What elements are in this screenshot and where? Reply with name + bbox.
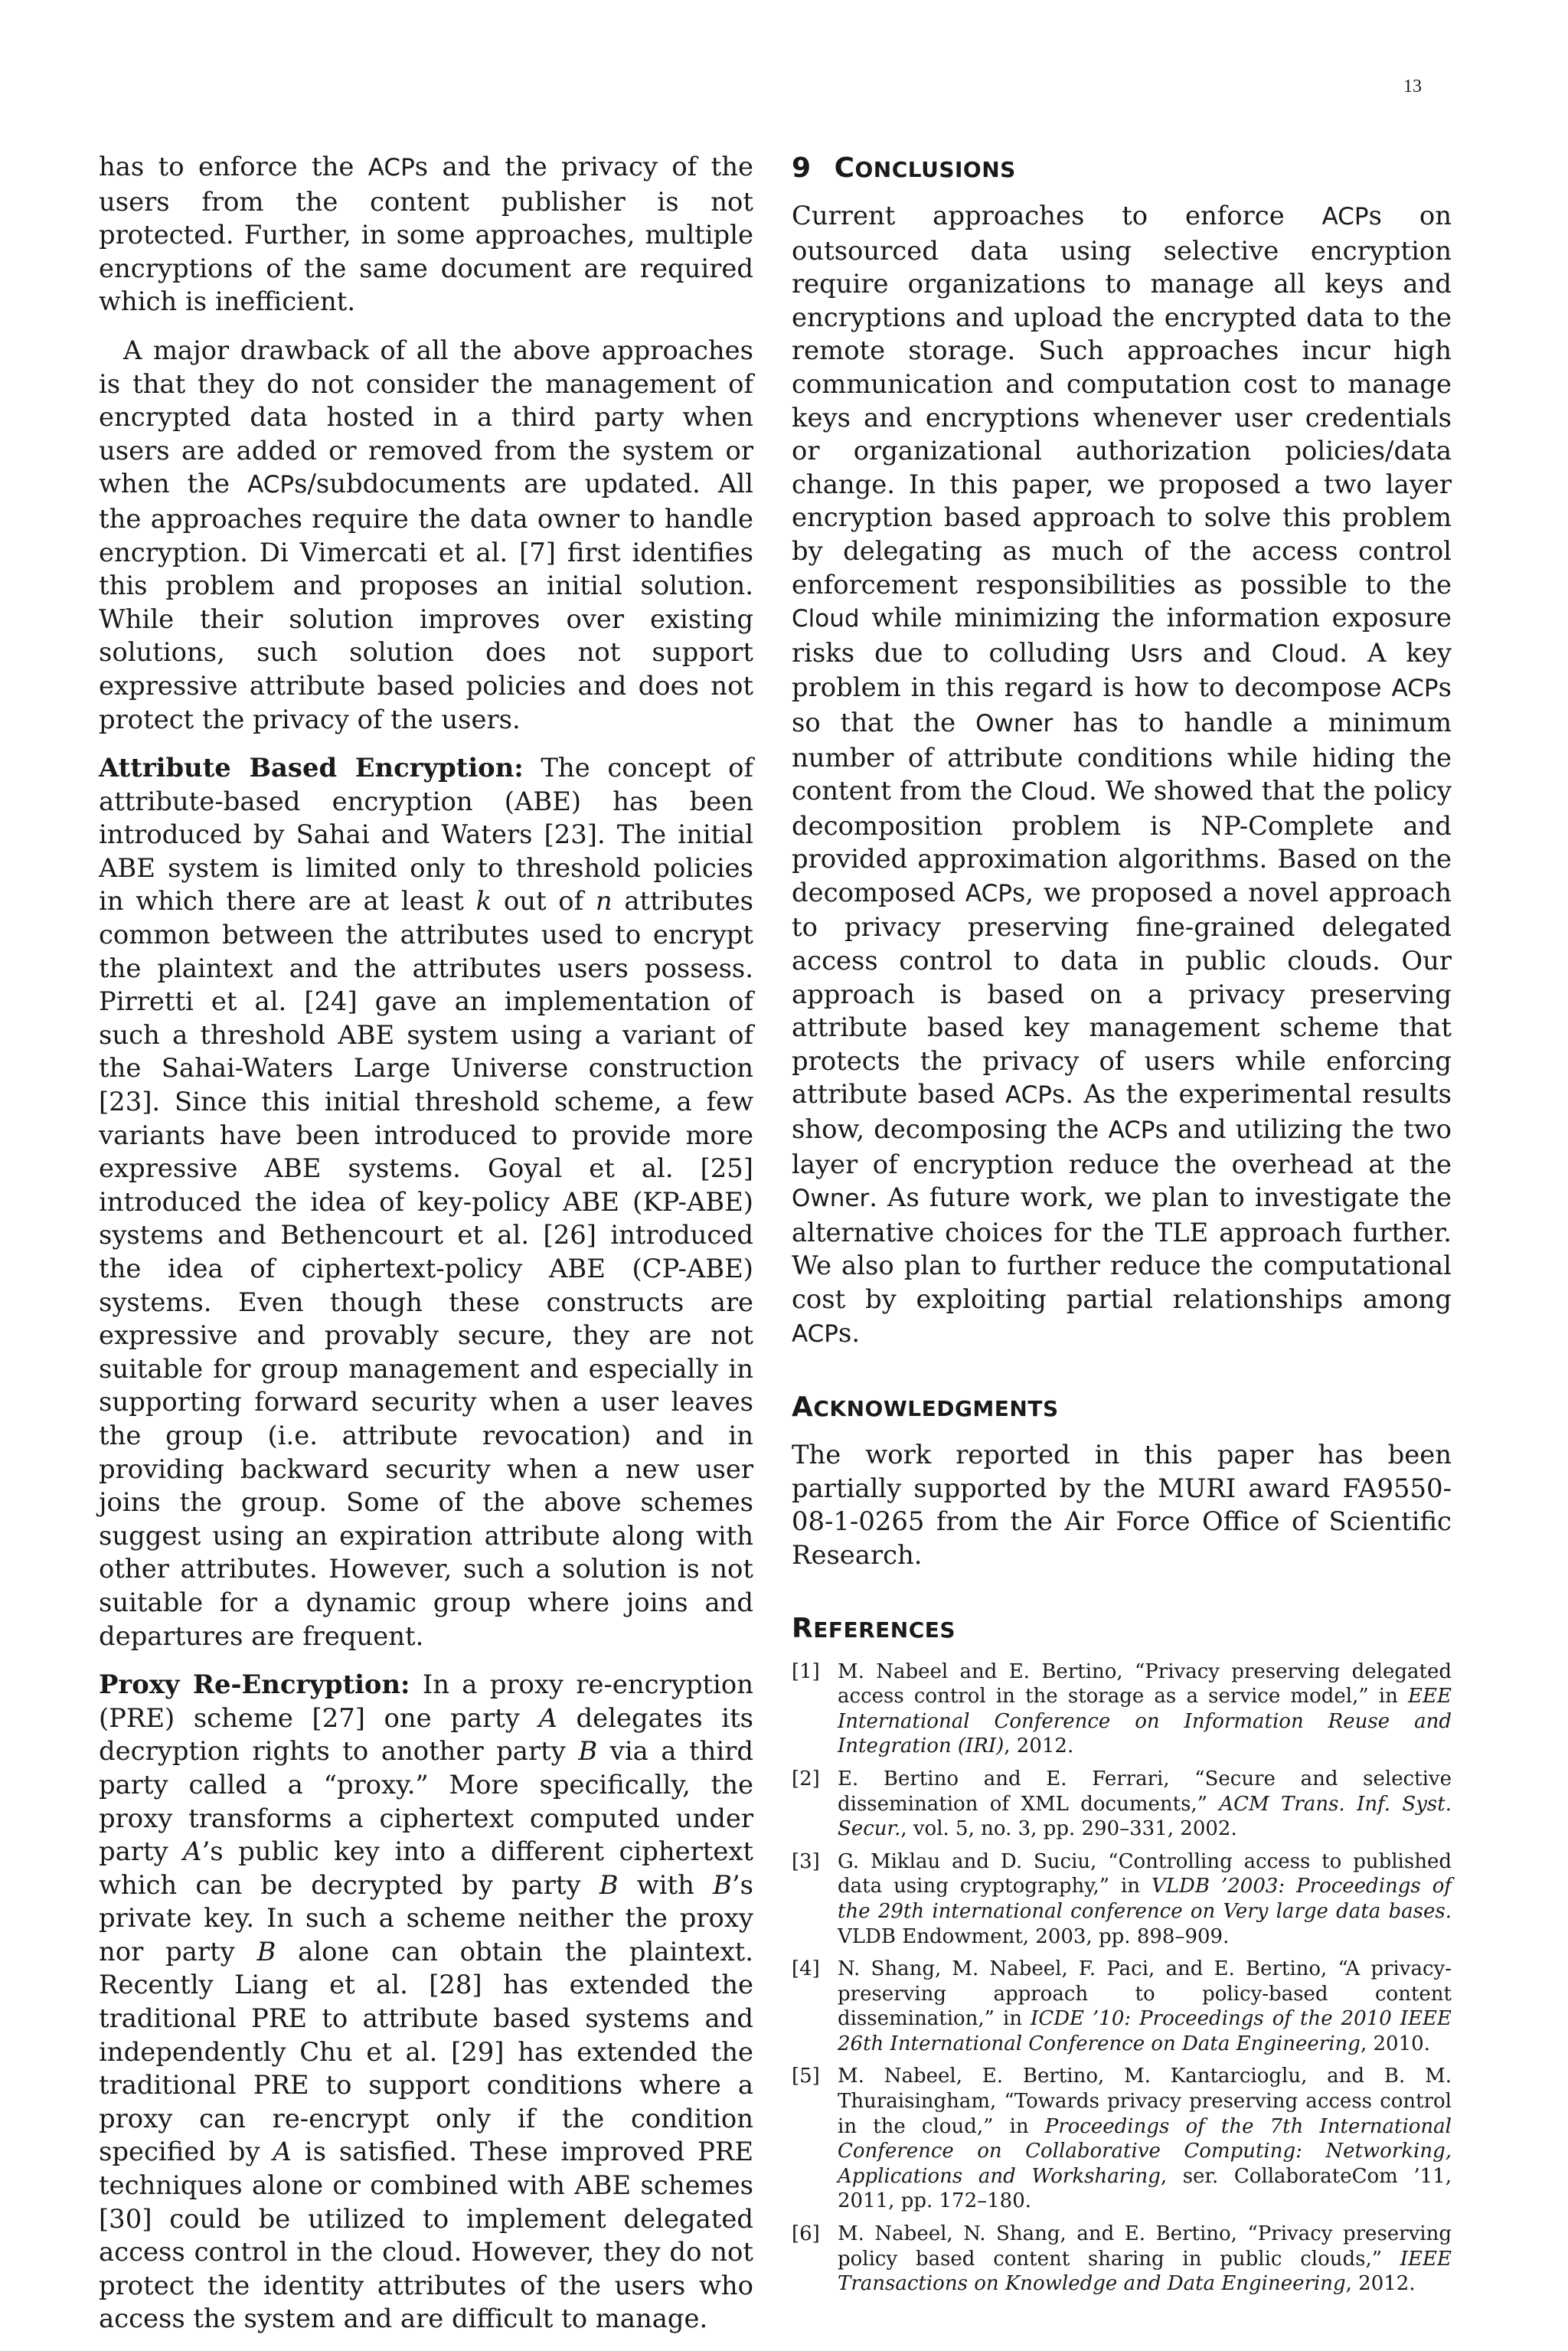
acknowledgments-paragraph: The work reported in this paper has been partially supported by the MURI award FA9550-08-1-0265 from the Air Force Office of Scientific Research. (792, 1440, 1452, 1570)
right-column (792, 150, 1452, 2304)
references-list (792, 1659, 1452, 2297)
pre-heading: Proxy Re-Encryption: (99, 1669, 410, 1700)
left-column (99, 150, 753, 2351)
acknowledgments-heading: ACKNOWLEDGMENTS (792, 1391, 1059, 1424)
reference-item: [2] E. Bertino and E. Ferrari, “Secure and selective dissemination of XML documents,” ACM Trans. Inf. Syst. Secur., vol. 5, no. 3, pp. 290–331, 2002. (792, 1767, 1452, 1841)
paragraph-abe: Attribute Based Encryption: The concept of attribute-based encryption (ABE) has been introduced by Sahai and Waters [23]. The initial ABE system is limited only to threshold policies in which there are at least k out of n attributes common between the attributes used to encrypt the plaintext and the attributes users possess. Pirretti et al. [24] gave an implementation of such a threshold ABE system using a variant of the Sahai-Waters Large Universe construction [23]. Since this initial threshold scheme, a few variants have been introduced to provide more expressive ABE systems. Goyal et al. [25] introduced the idea of key-policy ABE (KP-ABE) systems and Bethencourt et al. [26] introduced the idea of ciphertext-policy ABE (CP-ABE) systems. Even though these constructs are expressive and provably secure, they are not suitable for group management and especially in supporting forward security when a user leaves the group (i.e. attribute revocation) and in providing backward security when a new user joins the group. Some of the above schemes suggest using an expiration attribute along with other attributes. However, such a solution is not suitable for a dynamic group where joins and departures are frequent. (99, 752, 753, 1651)
references-heading: REFERENCES (792, 1612, 956, 1644)
page-number: 13 (1403, 77, 1422, 96)
reference-item: [1] M. Nabeel and E. Bertino, “Privacy preserving delegated access control in the storage as a service model,” in EEE International Conference on Information Reuse and Integration (IRI), 2012. (792, 1659, 1452, 1758)
conclusions-paragraph: Current approaches to enforce ACPs on outsourced data using selective encryption require organizations to manage all keys and encryptions and upload the encrypted data to the remote storage. Such approaches incur high communication and computation cost to manage keys and encryptions whenever user credentials or organizational authorization policies/data change. In this paper, we proposed a two layer encryption based approach to solve this problem by delegating as much of the access control enforcement responsibilities as possible to the Cloud while minimizing the information exposure risks due to colluding Usrs and Cloud. A key problem in this regard is how to decompose ACPs so that the Owner has to handle a minimum number of attribute conditions while hiding the content from the Cloud. We showed that the policy decomposition problem is NP-Complete and provided approximation algorithms. Based on the decomposed ACPs, we proposed a novel approach to privacy preserving fine-grained delegated access control to data in public clouds. Our approach is based on a privacy preserving attribute based key management scheme that protects the privacy of users while enforcing attribute based ACPs. As the experimental results show, decomposing the ACPs and utilizing the two layer of encryption reduce the overhead at the Owner. As future work, we plan to investigate the alternative choices for the TLE approach further. We also plan to further reduce the computational cost by exploiting partial relationships among ACPs. (792, 201, 1452, 1348)
paragraph-intro: has to enforce the ACPs and the privacy of the users from the content publisher is not protected. Further, in some approaches, multiple encryptions of the same document are required which is inefficient. (99, 152, 753, 317)
reference-item: [4] N. Shang, M. Nabeel, F. Paci, and E. Bertino, “A privacy-preserving approach to policy-based content dissemination,” in ICDE ’10: Proceedings of the 2010 IEEE 26th International Conference on Data Engineering, 2010. (792, 1957, 1452, 2055)
reference-item: [3] G. Miklau and D. Suciu, “Controlling access to published data using cryptography,” in VLDB ’2003: Proceedings of the 29th international conference on Very large data bases. VLDB Endowment, 2003, pp. 898–909. (792, 1849, 1452, 1948)
conclusions-heading: 9 CONCLUSIONS (792, 152, 1016, 184)
paragraph-drawback: A major drawback of all the above approaches is that they do not consider the management of encrypted data hosted in a third party when users are added or removed from the system or when the ACPs/subdocuments are updated. All the approaches require the data owner to handle encryption. Di Vimercati et al. [7] first identifies this problem and proposes an initial solution. While their solution improves over existing solutions, such solution does not support expressive attribute based policies and does not protect the privacy of the users. (99, 335, 753, 734)
paragraph-pre: Proxy Re-Encryption: In a proxy re-encryption (PRE) scheme [27] one party A delegates its decryption rights to another party B via a third party called a “proxy.” More specifically, the proxy transforms a ciphertext computed under party A’s public key into a different ciphertext which can be decrypted by party B with B’s private key. In such a scheme neither the proxy nor party B alone can obtain the plaintext. Recently Liang et al. [28] has extended the traditional PRE to attribute based systems and independently Chu et al. [29] has extended the traditional PRE to support conditions where a proxy can re-encrypt only if the condition specified by A is satisfied. These improved PRE techniques alone or combined with ABE schemes [30] could be utilized to implement delegated access control in the cloud. However, they do not protect the identity attributes of the users who access the system and are difficult to manage. (99, 1669, 754, 2334)
reference-item: [5] M. Nabeel, E. Bertino, M. Kantarcioglu, and B. M. Thuraisingham, “Towards privacy preserving access control in the cloud,” in Proceedings of the 7th International Conference on Collaborative Computing: Networking, Applications and Worksharing, ser. CollaborateCom ’11, 2011, pp. 172–180. (792, 2065, 1452, 2213)
reference-item: [6] M. Nabeel, N. Shang, and E. Bertino, “Privacy preserving policy based content sharing in public clouds,” IEEE Transactions on Knowledge and Data Engineering, 2012. (792, 2222, 1452, 2296)
abe-heading: Attribute Based Encryption: (99, 752, 524, 783)
